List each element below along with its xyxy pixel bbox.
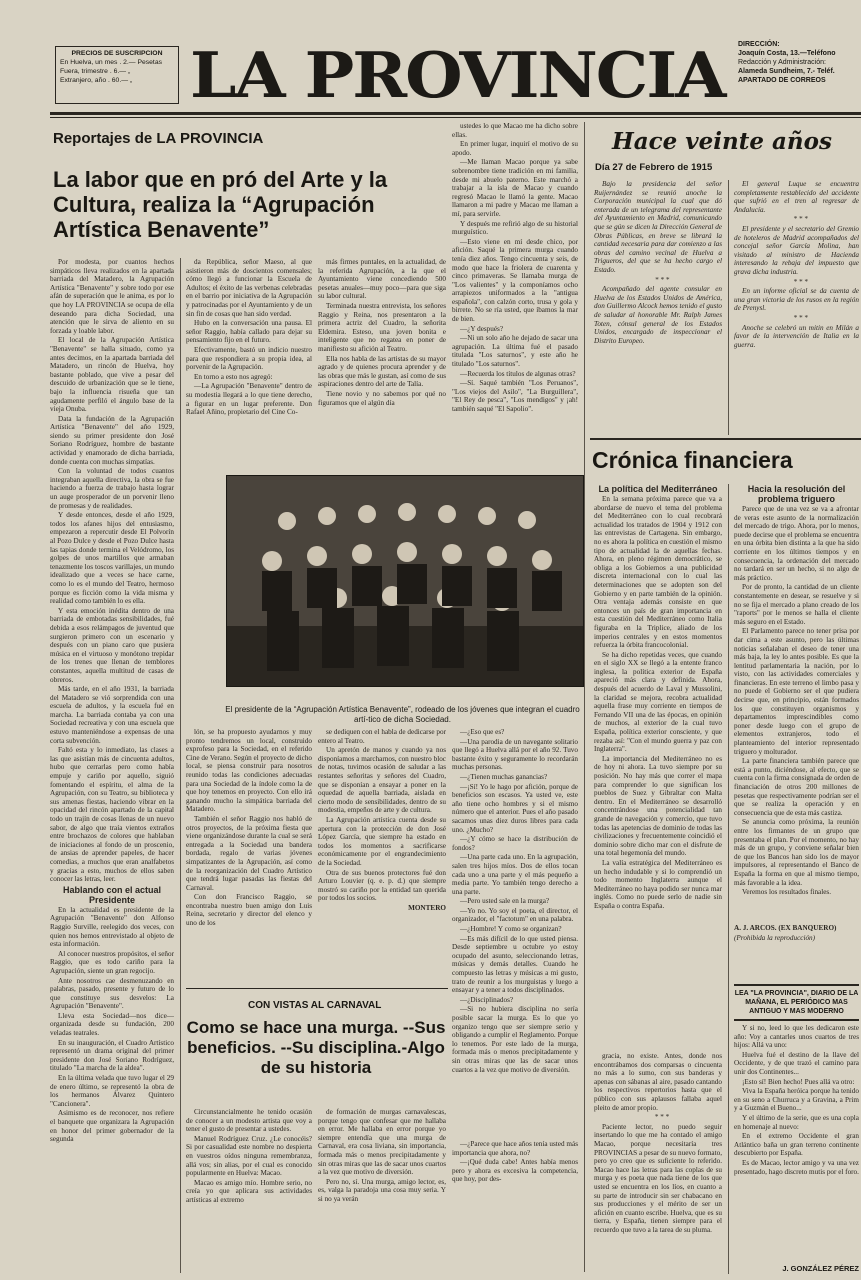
cronica-signature: A. J. ARCOS. (EX BANQUERO) <box>734 924 837 932</box>
paragraph: —Pero usted sale en la murga? <box>460 897 550 906</box>
paragraph: Pero no, sí. Una murga, amigo lector, es, es, valga la paradoja una cosa muy seria. Y si no ya verán <box>318 1177 446 1203</box>
murga-headline: Como se hace una murga. --Sus beneficios. --Su disciplina.-Algo de su historia <box>186 1018 446 1077</box>
paragraph: ustedes lo que Macao me ha dicho sobre ellas. <box>452 122 578 139</box>
paragraph: El Parlamento parece no tener prisa por dar cima a este asunto, pero las últimas noticias señalaban el deseo de tener una más baja, la ley lo antes posible. Es que la lentitud parlamentaria la nación, por lo visto, con las actividades comerciales y financieras. En este terreno el limbo pasa y no puede el Gobierno ser el que pudiera decirse que, en principio, están formados los que constituyen organismos y departamentos imprescindibles como poner desde luego con el grupo de elementos extranjeros, todo el planteamiento del interior representado triguero y molturador. <box>734 627 859 756</box>
masthead-title: LA PROVINCIA <box>190 37 725 113</box>
paragraph: Y después me refirió algo de su historial murguístico. <box>452 219 578 237</box>
hace-column-1 <box>594 180 722 435</box>
cronica-column-2 <box>734 484 859 924</box>
paragraph: Paciente lector, no puedo seguir insertando lo que me ha contado el amigo Macao, porque necesitaría tres PROVINCIAS a pesar de su nuevo formato, pero yo creo que es suficiente lo referido. Macao hace las letras para las coplas de su murga y es poeta que nada tiene de los que usted se encuentra en los líos, en cuanto a su parte de introducir sin ser chabacano en sus producciones y el mérito de ser un afición en cuanto escribe. Huelva, que es su tierra, y España, tienen siempre para el recuerdo que tuvo a la tarea de su pluma. <box>594 1122 722 1234</box>
paragraph: Ella nos habla de las artistas de su mayor agrado y de quienes procura aprender y de las obras que más le gustan, así como de sus aspiraciones dentro del arte de Talía. <box>318 354 446 389</box>
subscription-line: En Huelva, un mes . 2.— Pesetas <box>60 59 163 66</box>
paragraph: En la semana próxima parece que va a abordarse de nuevo el tema del problema del Mediterráneo con lo cual recobrará actualidad los tratados de 1904 y 1912 con las entrevistas de Cartagena. Sin embargo, no es ahora la política en cuestión el mismo tipo de actualidad la de aquellas fechas. Ahora, en pleno régimen democrático, se obliga a los Gobiernos a una publicidad discreta internacional con lo cual las determinaciones que se adopten son del Gobierno y en parte también de la opinión. Otra ventaja además consiste en que entonces un país de gran importancia en esta cuestión del Mediterráneo como Italia figuraba en la Triplice, aliado de los imperios centrales y en estos momentos refuerza la órbita francocolonial. <box>594 495 722 650</box>
subheading: La política del Mediterráneo <box>598 484 718 494</box>
article-column-2 <box>186 258 312 462</box>
separator: * * * <box>654 275 670 284</box>
paragraph: Veremos los resultados finales. <box>742 888 832 897</box>
direccion-line: Redacción y Administración: <box>738 59 826 66</box>
article-column-3b <box>318 728 446 980</box>
murga-signature: J. GONZÁLEZ PÉREZ <box>782 1264 859 1273</box>
paragraph: da República, señor Maeso, al que asistieron más de doscientos comensales; cómo llegó a funcionar la Escuela de Adultos; el éxito de las verbenas celebradas en el barrio por iniciativa de la Agrupación y patrocinadas por el Ayuntamiento y de un sin fin de cosas que han sido verdad. <box>186 258 312 318</box>
article-headline: La labor que en pró del Arte y la Cultura, realiza la “Agrupación Artística Benavente” <box>53 167 388 242</box>
separator: * * * <box>654 1113 670 1122</box>
murga-column-2 <box>318 1108 446 1273</box>
paragraph: —¿Parece que hace años tenía usted más importancia que ahora, no? <box>452 1140 578 1157</box>
paragraph: El local de la Agrupación Artística "Benavente" se halla situado, como ya antes decimos, en la apartada barriada del Matadero, un rincón de Huelva, hoy bastante poblado, que vive a pesar del descuido de urbanización que se le tiene, bajo la influencia risueña que tan agudamente perfiló el ángulo base de la vieja Onuba. <box>50 336 174 414</box>
paragraph: —¿Tienen muchas ganancias? <box>460 772 548 781</box>
cronica-signature-block <box>734 924 859 954</box>
paragraph: El presidente y el secretario del Gremio de hoteleros de Madrid acompañados del concejal señor García Molina, han visitado al ministro de Hacienda interesando la rebaja del impuesto que grava dicha industria. <box>734 224 859 276</box>
promo-box: LEA "LA PROVINCIA", DIARIO DE LA MAÑANA, EL PERIÓDICO MAS ANTIGUO Y MAS MODERNO <box>734 984 859 1021</box>
group-photograph <box>226 475 584 687</box>
subscription-line: Fuera, trimestre . 6.— „ <box>60 68 131 75</box>
paragraph: Por modesta, por cuantos hechos simpáticos lleva realizados en la apartada barriada del Matadero, la Agrupación Artística "Benavente" y sobre todo por ese afán de superación que le anima, es por lo que hoy LA PROVINCIA se ocupa de ella deseando para dicha Sociedad, una atención que le sirva de aliento en su forzada y loable labor. <box>50 258 174 335</box>
paragraph: lón, se ha propuesto ayudarnos y muy pronto tendremos un local, construido exprofeso para la Sociedad, en el referido Cine de Verano. Según el proyecto de dicho local, se piensa construir para nosotros reunido todas las condiciones adecuadas para una Sociedad de la índole como la de que hoy tenemos en proyecto. Con ello irá ganando mucho la simpática barriada del Matadero. <box>186 728 313 814</box>
paragraph: Y desde entonces, desde el año 1929, todos los afanes hijos del entusiasmo, empezaron a repercutir desde El Polvorín al Pozo Dulce y desde el Pozo Dulce hasta las tapias donde termina el Velódromo, los golpes de unos martillos que armaban tenazmente los toscos varillajes, un mundo idealizado que a veces se hace carne, como lo es el mundo del Teatro, hermoso porque es ficción como la vida misma y realidad como también lo es ella. <box>50 511 174 606</box>
article-column-4 <box>452 122 578 452</box>
paragraph: —Es más difícil de lo que usted piensa. Desde septiembre u octubre yo estoy ocupado del asunto, seleccionando letras, músicas y demás detalles. Cuando he compuesto las letras y músicas a mi gusto, trato de reunir a los murguistas y luego a ensayar y a tener a todos disciplinados. <box>452 934 578 995</box>
direccion-box <box>738 40 858 85</box>
paragraph: El general Luque se encuentra completamente restablecido del accidente que sufrió en el tren al regresar de Andalucía. <box>734 180 859 214</box>
paragraph: ¡Esto sí! Bien hecho! Pues allá va otro: <box>742 1077 855 1086</box>
paragraph: —¡Sí! Yo le hago por afición, porque de beneficios son escasos. Ya usted ve, este año tiene ocho hombres y si el mismo número que el anterior. Pues el año pasado sacamos unas diez duros libres para cada uno. ¿Mucho? <box>452 782 578 834</box>
paragraph: —Yo no. Yo soy el poeta, el director, el organizador, el "factotum" en una palabra. <box>452 906 578 924</box>
paragraph: —Recuerda los títulos de algunas otras? <box>460 369 576 378</box>
column-divider <box>728 180 729 435</box>
paragraph: La Agrupación artística cuenta desde su apertura con la protección de don José López García, que siempre ha estado en todos los momentos a sacrificarse económicamente por el engrandecimiento de la Sociedad. <box>318 815 446 867</box>
paragraph: Y esta emoción inédita dentro de una barriada de embotadas sensibilidades, fué debida a esos relámpagos de juventud que surgieron primero con un escenario y después con un piano caro que pusiera música en el virtuoso y monótono trepidar de los trenes que llenan de temblores constantes, aquella multitud de casas de obreros. <box>50 606 174 684</box>
paragraph: —Sí. Saqué también "Los Peruanos", "Los viejos del Asilo", "La Burguillera", "El Rey de pesca", "Los mendigos" y ¡ah! también saqué "El Sapolio". <box>452 379 578 413</box>
paragraph: Otra de sus buenos protectores fué don Arturo Louvier (q. e. p. d.) que siempre mostró su cariño por la entidad tan querida por todos los socios. <box>318 868 446 903</box>
section-kicker: CON VISTAS AL CARNAVAL <box>248 1000 382 1011</box>
paragraph: Data la fundación de la Agrupación Artística "Benavente" del año 1929, siendo su primer presidente don José Soriano Rodríguez, hombre de bastante actividad y enamorado de dicha barriada, donde cuenta con muchas simpatías. <box>50 414 174 466</box>
paragraph: de formación de murgas carnavalescas, porque tengo que confesar que me hallaba en error. Me hallaba en error porque yo siempre entendía que una murga de Carnaval, era cosa liviana, sin importancia, formada más o menos precipitadamente y sin otras miras que las de sacar unos cuartos a la vez que motivo de diversión. <box>318 1108 446 1177</box>
article-column-4c <box>452 1140 578 1275</box>
column-divider <box>584 122 585 1272</box>
cronica-column-1 <box>594 484 722 910</box>
separator: * * * <box>793 277 808 286</box>
paragraph: gracia, no existe. Antes, donde nos encontrábamos dos comparsas o cincuenta no más a lo sumo, con sus banderas y apenas con sábanas al aire, pasado cantando los respectivos repertorios hasta que el público con sus aplausos fallaba aquel pleito de amor propio. <box>594 1052 722 1112</box>
reproduction-notice: (Prohibida la reproducción) <box>734 933 816 942</box>
paragraph: —¿Eso que es? <box>460 728 505 736</box>
paragraph: Y el último de la serie, que es una copla en homenaje al nuevo: <box>734 1113 859 1131</box>
subscription-heading: PRECIOS DE SUSCRIPCION <box>71 50 163 57</box>
paragraph: Bajo la presidencia del señor Ruijernández se reunió anoche la Corporación municipal la cual que dó enterada de un telegrama del representante del Ayuntamiento en Madrid, comunicando que se gún se dicen la Dirección General de Obras Públicas, en breve se librará la cantidad necesaria para dar comienzo a las obras del camino vecinal de Huelva a Trigueros, del que se ha hecho cargo el Estado. <box>594 180 722 274</box>
cronica-column-3 <box>594 1052 722 1274</box>
paragraph: La valía estratégica del Mediterráneo es un hecho indudable y si lo comprendió un todo momento Inglaterra aunque el Mediterráneo no haya podido ser nunca mar inglés. Como no puede serlo de nadie sin España o contra España. <box>594 858 722 910</box>
paragraph: —Si no hubiera disciplina no sería posible sacar la murga. Es lo que yo organizo tengo que ser siempre serio y obligando a cumplir el Reglamento. Porque lo tenemos. Por este lado de la murga, formada más o menos precipitadamente y sin otras miras que las de sacar unos cuartos a la vez que motivo de diversión. <box>452 1005 578 1074</box>
paragraph: —La Agrupación "Benavente" dentro de su modestia llegará a lo que tiene derecho, a figurar en un lugar preferente. Don Rafael Añino, propietario del Cine Co- <box>186 382 312 417</box>
paragraph: Se anuncia como próxima, la reunión entre los firmantes de un grupo que presentaba el plan. Por el momento, no hay más de un grupo, y conviene señalar bien de que los Bancos han sido los de mayor impulsores, al representando el Banco de España la forma en que al mismo tiempo, más favorable a la idea. <box>734 818 859 887</box>
paragraph: En primer lugar, inquirí el motivo de su apodo. <box>452 140 578 157</box>
paragraph: Con don Francisco Raggio, se encontraba nuestro buen amigo don Luis Reina, secretario y director del elenco y uno de los <box>186 893 312 928</box>
column-divider <box>728 484 729 1274</box>
paragraph: Lleva esta Sociedad—nos dice—organizada desde su fundación, 200 veladas teatrales. <box>50 1011 174 1038</box>
article-column-1 <box>50 258 174 1144</box>
column-divider <box>180 258 181 1273</box>
paragraph: Macao es amigo mío. Hombre serio, no creía yo que aplicara sus actividades artísticas al extremo <box>186 1178 312 1204</box>
masthead-rule-thin <box>50 117 861 118</box>
paragraph: —Una parte cada uno. En la agrupación, salen tres hijos míos. Dos de ellos tocan cada uno a una parte y el más pequeño a media parte. Yo también tengo derecho a una parte. <box>452 853 578 896</box>
paragraph: —Ni un solo año he dejado de sacar una agrupación. La última fué el pasado titulada "Los saturnos", y este año he titulado "Los saturnos". <box>452 334 578 369</box>
paragraph: Hubo en la conversación una pausa. El señor Raggio, había callado para dejar su pensamiento fijo en el futuro. <box>186 319 312 345</box>
paragraph: —¿Hombre! Y como se organizan? <box>460 925 562 934</box>
paragraph: En un informe oficial se da cuenta de una gran victoria de los rusos en la región de Prenysl. <box>734 287 859 313</box>
paragraph: La importancia del Mediterráneo no es de hoy ni ahora. La tuvo siempre por su posición. No hay más que correr el mapa para comprender lo que significan los pueblos de Suez y Gibraltar con Malta dentro. En el Mediterráneo se desarrolló concentrándose una potencialidad tan grande de navegación y comercio, que tuvo todas las apetencias de dominio de todas las civilizaciones y frecuentemente coincidió el dominio sobre dicho mar con el disfrute de una total hegemonía del mundo. <box>594 754 722 858</box>
direccion-line: Joaquín Costa, 13.—Teléfono <box>738 50 836 57</box>
paragraph: —¿Disciplinados? <box>460 995 514 1004</box>
paragraph: Es de Macao, lector amigo y va una vez presentado, hago discreto mutis por el foro. <box>734 1158 859 1176</box>
paragraph: más firmes puntales, en la actualidad, de la referida Agrupación, a la que el Ayuntamiento viene concediendo 500 pesetas anuales—muy poco—para que siga su labor cultural. <box>318 258 446 301</box>
paragraph: Faltó esta y lo inmediato, las clases a las que asistían más de cincuenta adultos, hubo que cerrarlas pero como había empuje y cariño por aquello, siguió fomentando el espíritu, el alma de la Agrupación, con su Teatro, su biblioteca y sus amenas fiestas, haciendo vibrar en la opacidad del rincón apartado de la capital todo un trajín de cosas llenas de un nuevo sabor, de algo que traía vientos extraños entre brochazos de colores que hablaban de iniciaciones al fondo de un proscenio, de ansias de aprender papeles, de hacer comedias, a muchos que eran analfabetos y gracias a esto, muchos de ellos saben conocer las letras, leer. <box>50 746 174 884</box>
paragraph: Ante nosotros cae desmenuzando en palabras, pasado, presente y futuro de lo que constituye sus desvelos: La Agrupación "Benavente". <box>50 976 174 1011</box>
direccion-line: Alameda Sundheim, 7.- Teléf. <box>738 68 835 75</box>
paragraph: Anoche se celebró un mitin en Milán a favor de la intervención de Italia en la guerra. <box>734 323 859 349</box>
paragraph: Efectivamente, bastó un indicio nuestro para que respondiera a su propia idea, al porvenir de la Agrupación. <box>186 345 312 372</box>
paragraph: —¿Y después? <box>460 324 504 333</box>
paragraph: Viva la España heróica porque ha tenido en su seno a Churruca y a Gravina, a Prim y a Guzmán el Bueno... <box>734 1087 859 1113</box>
paragraph: También el señor Raggio nos habló de otros proyectos, de la próxima fiesta que viene organizándose durante la cual se será entregada a la Sociedad una bandera bordada, regalo de varias jóvenes simpatizantes de la Agrupación, así como de la reorganización del Cuadro Artístico que tendrá lugar pasadas las fiestas del Carnaval. <box>186 814 312 892</box>
paragraph: Acompañado del agente consular en Huelva de los Estados Unidos de América, don Guillermo Alcock hemos tenido el gusto de saludar al honorable Mr. Ralph James Toten, cónsul general de los Estados Unidos, encargado de inspeccionar el Distrito Europeo. <box>594 285 722 345</box>
paragraph: Un apretón de manos y cuando ya nos disponíamos a marcharnos, con nuestro bloc de notas, tuvimos ocasión de saludar a las restantes señoritas y señores del Cuadro, que se disponían a ensayar a poner en la oquedad de aquella barriada, aislada en cierto modo de sensibilidades, dentro de su modestia, empeños de arte y de cultura. <box>318 746 446 815</box>
paragraph: Y si no, leed lo que les dedicaron este año: Voy a cantarles unos cuartos de tres hijos: Allá va uno: <box>734 1024 859 1050</box>
article-signature: MONTERO <box>408 903 446 912</box>
paragraph: Asimismo es de reconocer, nos refiere el banquete que organizara la Agrupación en honor del primer gobernador de la segunda <box>50 1109 174 1144</box>
paragraph: La parte financiera también parece que está a punto, diciéndose, al efecto, que se cuenta con la firma consignada de orden de financiación de otros 200 millones de pesetas que respectivamente podrían ser el que se realiza la operación y en consecuencia que de esta más castiza. <box>734 757 859 817</box>
paragraph: Con la voluntad de todos cuantos integraban aquella directiva, la obra se fue haciendo a fuerza de trabajo hasta lograr un auge prosperador de un porvenir lleno de promesas y de realidades. <box>50 467 174 510</box>
article-column-3 <box>318 258 446 462</box>
hace-column-2 <box>734 180 859 435</box>
paragraph: En la actualidad es presidente de la Agrupación "Benavente" don Alfonso Raggio Surville, reelegido dos veces, con quien nos hemos entrevistado al objeto de esta información. <box>50 905 174 949</box>
paragraph: Parece que de una vez se va a afrontar de veras este asunto de la normalización del mercado de trigo. Ahora, por lo menos, puede decirse que el problema se encuentra en una órbita bien distinta a la que ha sido corriente en los últimos tiempos y en consecuencia, la ordenación del mercado no tardará en ser un hecho, si no algo de más práctico. <box>734 505 859 582</box>
paragraph: Terminada nuestra entrevista, los señores Raggio y Reina, nos presentaron a la primera actriz del Cuadro, la señorita Eldemira. Esteso, una joven bonita e inteligente que no regatea en poner de manifiesto su afición al Teatro. <box>318 301 446 353</box>
paragraph: Más tarde, en el año 1931, la barriada del Matadero se vió sorprendida con una escuela de adultos, y la escuela fué en marcha. La barriada contaba ya con una Sociedad recreativa y con una escuela que estuvo manteniéndose a expensas de una corta subvención. <box>50 685 174 745</box>
cronica-title: Crónica financiera <box>592 447 793 473</box>
paragraph: Circunstancialmente he tenido ocasión de conocer a un modesto artista que voy a tener el gusto de presentar a ustedes. <box>186 1108 312 1134</box>
direccion-line: DIRECCIÓN: <box>738 41 780 48</box>
paragraph: —Esto viene en mí desde chico, por afición. Saqué la primera murga cuando tenía diez años. Tengo cincuenta y seis, de modo que hace la friolera de cuarenta y cinco primaveras. Se llamaba murga de "Los valientes" y la componíamos ocho arrapiezos uniformados a la "antigua española", con calzón corto, trusa y gola y birrete. No se ría usted, que íbamos la mar de bien. <box>452 237 578 324</box>
subheading: Hablando con el actual Presidente <box>62 884 162 905</box>
paragraph: —Me llaman Macao porque ya sabe sobrenombre tiene tradición en mi familia, desde mi abuelo paterno. Este marchó a trabajar a la isla de Macao y cuando regresó Macao le llamó la gente. Macao llamaron a mi padre y Macao me llaman a mí, para servirle. <box>452 158 578 218</box>
photo-caption: El presidente de la “Agrupación Artística Benavente”, rodeado de los jóvenes que integran el cuadro artí-tico de dicha Sociedad. <box>225 705 580 724</box>
paragraph: En torno a esto nos agregó: <box>194 372 273 381</box>
section-rule <box>186 988 448 989</box>
masthead-rule <box>50 112 861 115</box>
subheading: Hacia la resolución del problema triguero <box>747 484 846 504</box>
paragraph: se dediquen con el habla de dedicarse por entero al Teatro. <box>318 728 446 745</box>
paragraph: Tiene novio y no sabemos por qué no figuramos que el algún día <box>318 389 446 407</box>
paragraph: Manuel Rodríguez Cruz. ¿Le conocéis? Si por casualidad este nombre no despierta en vuestros oídos ninguna remembranza, allá vos; sin alias, por el cual es conocido popularmente en Huelva: Macao. <box>186 1134 312 1178</box>
article-column-2b <box>186 728 312 980</box>
separator: * * * <box>793 313 808 322</box>
photo-illustration <box>227 476 583 686</box>
article-column-4b <box>452 728 578 1138</box>
paragraph: —Una parodia de un navegante solitario que llegó a Huelva allá por el año 92. Tuvo bastante éxito y seguramente lo recordarán muchas personas. <box>452 737 578 772</box>
subscription-line: Extranjero, año . 60.— „ <box>60 77 133 84</box>
paragraph: En la última velada que tuvo lugar el 29 de enero último, se representó la obra de los hermanos Álvarez Quintero "Cancionera". <box>50 1074 174 1108</box>
paragraph: —¡Qué duda cabe! Antes había menos pero y ahora es excesiva la competencia, que hoy, por des- <box>452 1158 578 1184</box>
paragraph: Por de pronto, la cantidad de un cliente constantemente en desear, se resuelve y si no se fija el mercado a plano creado de los "raports" por le menos se halla el cliente más seguro en el Estado. <box>734 583 859 626</box>
section-rule <box>590 438 861 440</box>
paragraph: En su inauguración, el Cuadro Artístico representó un drama original del primer presidente don José Soriano Rodríguez, titulado "La marcha de la aldea". <box>50 1038 174 1073</box>
separator: * * * <box>793 215 808 224</box>
hace-veinte-date: Día 27 de Febrero de 1915 <box>595 162 713 173</box>
direccion-line: APARTADO DE CORREOS <box>738 77 826 84</box>
paragraph: En el extremo Occidente el gran Atlántico baña un gran terreno continente descubierto por España. <box>734 1132 859 1158</box>
article-kicker: Reportajes de LA PROVINCIA <box>53 130 264 147</box>
paragraph: Huelva fué el destino de la llave del Occidente, y de que trazó el camino para unir dos Continentes... <box>734 1050 859 1076</box>
cronica-column-4 <box>734 1024 859 1262</box>
subscription-box <box>55 46 179 104</box>
murga-column-1 <box>186 1108 312 1273</box>
hace-veinte-title: Hace veinte años <box>612 128 832 155</box>
paragraph: —¿Y cómo se hace la distribución de fondos? <box>452 835 578 852</box>
paragraph: Al conocer nuestros propósitos, el señor Raggio, que es todo cariño para la Agrupación, siente un gran regocijo. <box>50 949 174 975</box>
paragraph: Se ha dicho repetidas veces, que cuando en el siglo XX se llegó a la entente franco inglesa, la política exterior de España apareció más clara y definida. Ahora, después del acuerdo de Laval y Mussolini, la claridad se mejora, recobra actualidad aquella frase muy corriente en tiempos de Fernando VII una de las épocas, en opinión de muchos, al exterior de la cual tuvo España, política exterior consciente, y que rezaba así: "Con el mundo guerra y paz con Inglaterra". <box>594 650 722 754</box>
